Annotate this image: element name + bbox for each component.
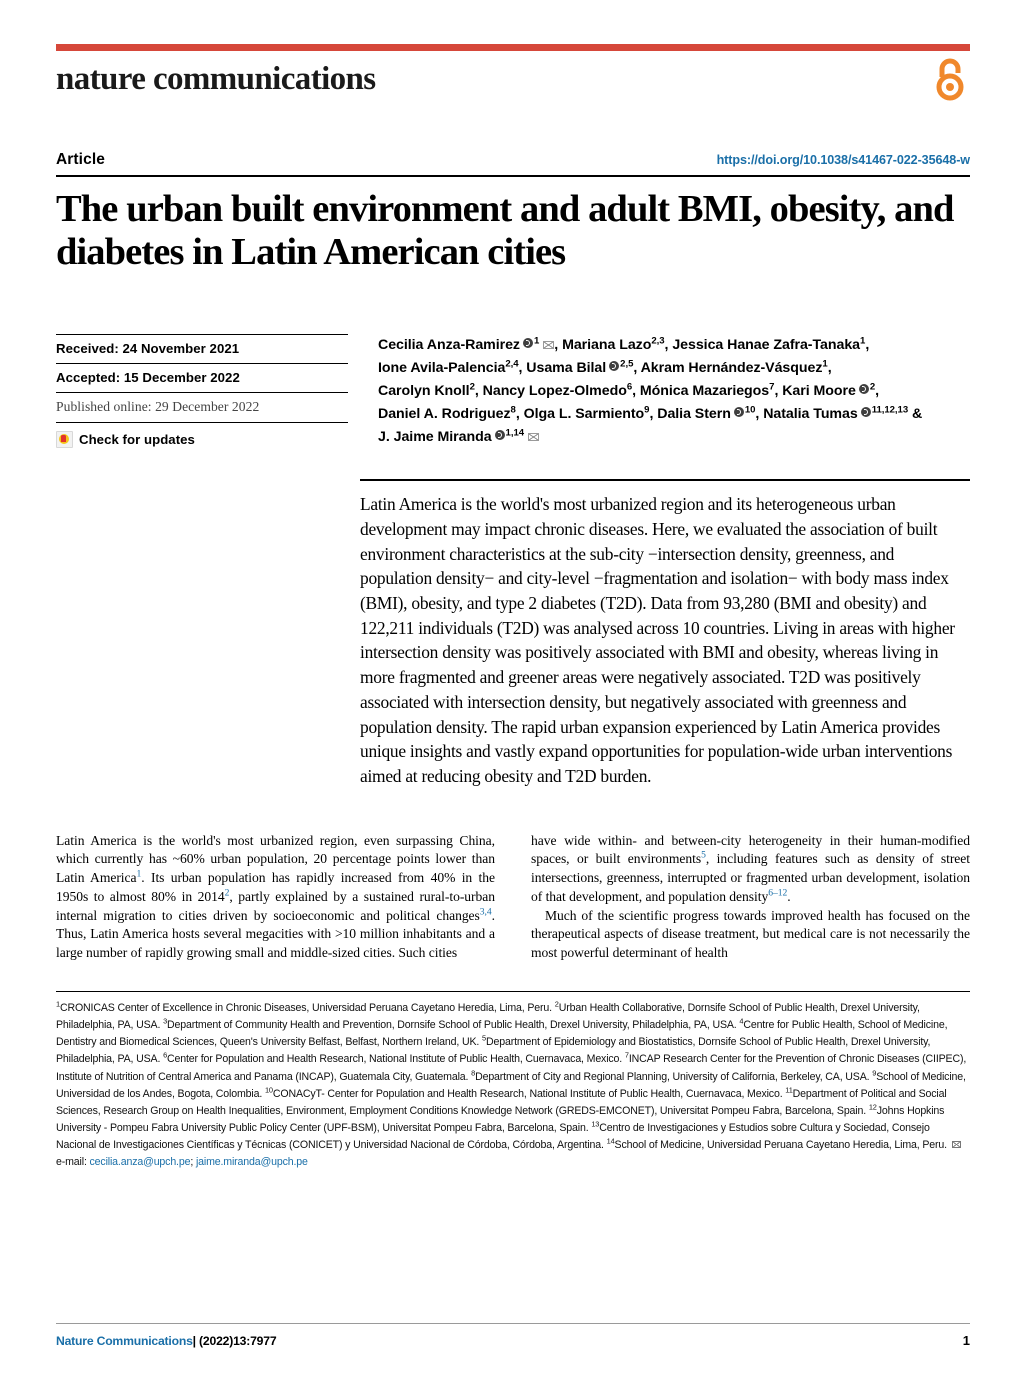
body-text: have wide within- and between-city heterogeneity in their human-modified spaces, or built environments xyxy=(531,832,970,867)
author-name: Daniel A. Rodriguez xyxy=(378,406,511,423)
orcid-icon[interactable] xyxy=(734,407,744,417)
article-type-label: Article xyxy=(56,151,105,168)
page-title: The urban built environment and adult BMI, obesity, and diabetes in Latin American cities xyxy=(56,188,954,274)
body-text: , including features such as density of street intersections, greenness, interrupted or fragmented urban development, isolation of that development, and population density xyxy=(531,851,970,904)
author-name: Carolyn Knoll xyxy=(378,383,470,400)
author-name: Ione Avila-Palencia xyxy=(378,360,506,377)
received-date: Received: 24 November 2021 xyxy=(56,334,348,363)
affiliation-text: Department of Political and Social Sciences, Research Group on Health Inequalities, Environment, Employment Conditions Knowledge Network (GREDS-EMCONET), Universitat Pompeu Fabra, Barcelona, Spain. xyxy=(56,1087,947,1117)
orcid-icon[interactable] xyxy=(609,361,619,371)
body-paragraph: Much of the scientific progress towards improved health has focused on the therapeutical aspects of disease treatment, but medical care is not necessarily the most powerful determinant of health xyxy=(531,907,970,961)
author-affiliation-ref: 2 xyxy=(469,381,475,393)
brand-accent-bar xyxy=(56,44,970,51)
author-affiliation-ref: 9 xyxy=(644,404,650,416)
body-column-left xyxy=(56,832,495,963)
affiliation-text: INCAP Research Center for the Prevention of Chronic Diseases (CIIPEC), Institute of Nutrition of Central America and Panama (INCAP), Guatemala City, Guatemala. xyxy=(56,1053,967,1083)
affiliation-number: 4 xyxy=(739,1016,744,1026)
affiliation-number: 8 xyxy=(471,1068,476,1077)
accepted-date: Accepted: 15 December 2022 xyxy=(56,363,348,392)
email-separator: ; xyxy=(190,1156,196,1169)
orcid-icon[interactable] xyxy=(861,407,871,417)
email-envelope-icon xyxy=(952,1141,961,1148)
body-text: Latin America is the world's most urbanized region, even surpassing China, which currently has ~60% urban population, 20 percentage points lower than Latin America xyxy=(56,832,495,886)
author-name: , Akram Hernández-Vásquez xyxy=(633,360,823,377)
footer-citation xyxy=(56,1334,276,1348)
footer-volume-article: | (2022)13:7977 xyxy=(192,1334,277,1348)
body-text: , partly explained by a sustained rural-to-urban internal migration to cities driven by socioeconomic and political changes xyxy=(56,888,495,923)
body-paragraph xyxy=(56,832,495,963)
affiliation-text: Urban Health Collaborative, Dornsife School of Public Health, Drexel University, Philadelphia, PA, USA. xyxy=(56,1001,920,1032)
author-name: J. Jaime Miranda xyxy=(378,429,492,446)
corresponding-email-link-1[interactable]: cecilia.anza@upch.pe xyxy=(89,1156,191,1169)
affiliation-text: Johns Hopkins University - Pompeu Fabra University Public Policy Center (UPF-BSM), Universitat Pompeu Fabra, Barcelona, Spain. xyxy=(56,1104,945,1134)
body-text: . xyxy=(787,888,791,904)
open-access-icon xyxy=(930,55,970,108)
author-name: , Olga L. Sarmiento xyxy=(515,406,645,423)
affiliation-number: 10 xyxy=(264,1085,273,1095)
author-name: , Dalia Stern xyxy=(649,406,731,423)
affiliation-number: 2 xyxy=(554,999,559,1009)
author-line-1 xyxy=(378,334,970,357)
author-name: , Natalia Tumas xyxy=(755,406,858,423)
orcid-icon[interactable] xyxy=(523,338,533,348)
affiliation-number: 12 xyxy=(868,1102,877,1112)
metadata-and-authors xyxy=(56,334,970,455)
doi-link[interactable]: https://doi.org/10.1038/s41467-022-35648-w xyxy=(716,153,970,167)
affiliation-text: Centro de Investigaciones y Estudios sobre Cultura y Sociedad, Consejo Nacional de Investigaciones Científicas y Técnicas (CONICET) y Universidad Nacional de Córdoba, Córdoba, Argentina. xyxy=(56,1122,930,1152)
author-line-2 xyxy=(378,357,970,380)
check-for-updates-label: Check for updates xyxy=(79,432,195,448)
body-column-right xyxy=(531,832,970,963)
publication-dates xyxy=(56,334,366,455)
affiliation-text: School of Medicine, Universidad Peruana Cayetano Heredia, Lima, Peru. xyxy=(614,1139,950,1152)
orcid-icon[interactable] xyxy=(859,384,869,394)
author-affiliation-ref: 2,4 xyxy=(505,358,519,370)
page-footer xyxy=(56,1323,970,1348)
abstract-divider xyxy=(360,479,970,481)
header-divider xyxy=(56,175,970,177)
author-affiliation-ref: 1,14 xyxy=(505,427,525,439)
affiliation-text: Department of Community Health and Prevention, Dornsife School of Public Health, Drexel University, Philadelphia, PA, USA. xyxy=(167,1019,740,1032)
check-for-updates[interactable] xyxy=(56,422,348,455)
author-line-4 xyxy=(378,403,970,426)
masthead xyxy=(56,61,970,108)
footer-journal-name[interactable]: Nature Communications xyxy=(56,1334,193,1348)
author-separator: & xyxy=(912,406,923,423)
affiliation-number: 7 xyxy=(624,1050,629,1060)
affiliation-number: 11 xyxy=(785,1085,793,1095)
author-affiliation-ref: 1 xyxy=(533,335,540,347)
corresponding-email-link-2[interactable]: jaime.miranda@upch.pe xyxy=(195,1156,308,1169)
author-affiliation-ref: 1 xyxy=(822,358,828,370)
article-type-line xyxy=(56,151,970,169)
corresponding-author-envelope-icon[interactable] xyxy=(543,341,554,349)
affiliation-number: 13 xyxy=(591,1119,600,1129)
author-name: Cecilia Anza-Ramirez xyxy=(378,337,520,354)
affiliation-text: School of Medicine, Universidad de los Andes, Bogota, Colombia. xyxy=(56,1070,966,1100)
body-columns xyxy=(56,832,970,963)
author-separator: , xyxy=(865,337,870,354)
author-line-5 xyxy=(378,426,970,449)
affiliation-number: 14 xyxy=(606,1136,615,1146)
author-name: , Kari Moore xyxy=(774,383,856,400)
author-name: , Mónica Mazariegos xyxy=(632,383,770,400)
body-text: . Thus, Latin America hosts several megacities with >10 million inhabitants and a large number of rapidly growing small and middle-sized cities. Such cities xyxy=(56,907,495,961)
affiliation-number: 9 xyxy=(872,1068,877,1077)
author-name: , Nancy Lopez-Olmedo xyxy=(474,383,627,400)
author-name: , Usama Bilal xyxy=(518,360,607,377)
body-paragraph xyxy=(531,832,970,907)
citation-ref[interactable]: 3,4 xyxy=(479,906,492,918)
author-affiliation-ref: 2 xyxy=(869,381,876,393)
affiliation-text: Department of Epidemiology and Biostatistics, Dornsife School of Public Health, Drexel University, Philadelphia, PA, USA. xyxy=(56,1036,931,1066)
affiliation-number: 6 xyxy=(163,1050,168,1060)
affiliations-block xyxy=(56,1000,970,1172)
affiliation-number: 5 xyxy=(482,1033,486,1043)
journal-logo: nature communications xyxy=(56,61,376,97)
affiliation-number: 3 xyxy=(163,1016,168,1026)
author-affiliation-ref: 2,3 xyxy=(651,335,665,347)
abstract-section xyxy=(56,479,970,788)
affiliation-text: Department of City and Regional Planning, University of California, Berkeley, CA, USA. xyxy=(475,1070,873,1083)
author-line-3 xyxy=(378,380,970,403)
author-affiliation-ref: 11,12,13 xyxy=(871,404,909,416)
affiliation-text: CONACyT- Center for Population and Health Research, National Institute of Public Health, Cuernavaca, Mexico. xyxy=(272,1087,786,1100)
orcid-icon[interactable] xyxy=(495,430,505,440)
citation-ref[interactable]: 1 xyxy=(136,868,142,880)
author-affiliation-ref: 7 xyxy=(769,381,775,393)
affiliations-divider xyxy=(56,991,970,992)
abstract-text: Latin America is the world's most urbanized region and its heterogeneous urban development may impact chronic diseases. Here, we evaluated the association of built environment characteristics at the sub-city −intersection density, greenness, and population density− and city-level −fragmentation and isolation− with body mass index (BMI), obesity, and type 2 diabetes (T2D). Data from 93,280 (BMI and obesity) and 122,211 individuals (T2D) was analysed across 10 countries. Living in areas with higher intersection density was positively associated with BMI and obesity, whereas living in more fragmented and greener areas were negatively associated. T2D was positively associated with intersection density, but negatively associated with greenness and population density. The rapid urban expansion experienced by Latin America provides unique insights and vastly expand opportunities for population-wide urban interventions aimed at reducing obesity and T2D burden. xyxy=(360,494,955,786)
author-list xyxy=(366,334,970,449)
affiliation-text: Centre for Public Health, School of Medicine, Dentistry and Biomedical Sciences, Queen's University Belfast, Belfast, Northern Ireland, UK. xyxy=(56,1019,948,1049)
author-name: , Mariana Lazo xyxy=(554,337,652,354)
citation-ref[interactable]: 5 xyxy=(701,849,706,861)
affiliation-text: CRONICAS Center of Excellence in Chronic Diseases, Universidad Peruana Cayetano Heredia, Lima, Peru. xyxy=(59,1001,555,1014)
published-date: Published online: 29 December 2022 xyxy=(56,392,348,422)
author-separator: , xyxy=(875,383,880,400)
author-affiliation-ref: 6 xyxy=(626,381,633,393)
author-affiliation-ref: 2,5 xyxy=(620,358,634,370)
affiliation-text: Center for Population and Health Research, National Institute of Public Health, Cuernavaca, Mexico. xyxy=(167,1053,625,1066)
author-affiliation-ref: 1 xyxy=(860,335,866,347)
body-text: . Its urban population has rapidly increased from 40% in the 1950s to almost 80% in 2014 xyxy=(56,870,496,904)
footer-divider xyxy=(56,1323,970,1324)
corresponding-author-envelope-icon[interactable] xyxy=(528,433,539,441)
page-number: 1 xyxy=(962,1333,970,1348)
author-separator: , xyxy=(827,360,832,377)
author-affiliation-ref: 10 xyxy=(744,404,756,416)
author-name: , Jessica Hanae Zafra-Tanaka xyxy=(664,337,861,354)
abstract-gutter xyxy=(56,479,360,788)
email-label: e-mail: xyxy=(56,1156,90,1169)
citation-ref[interactable]: 2 xyxy=(224,887,230,899)
crossmark-icon xyxy=(56,431,73,448)
affiliation-number: 1 xyxy=(56,999,60,1009)
author-affiliation-ref: 8 xyxy=(510,404,516,416)
citation-ref[interactable]: 6–12 xyxy=(768,887,788,899)
